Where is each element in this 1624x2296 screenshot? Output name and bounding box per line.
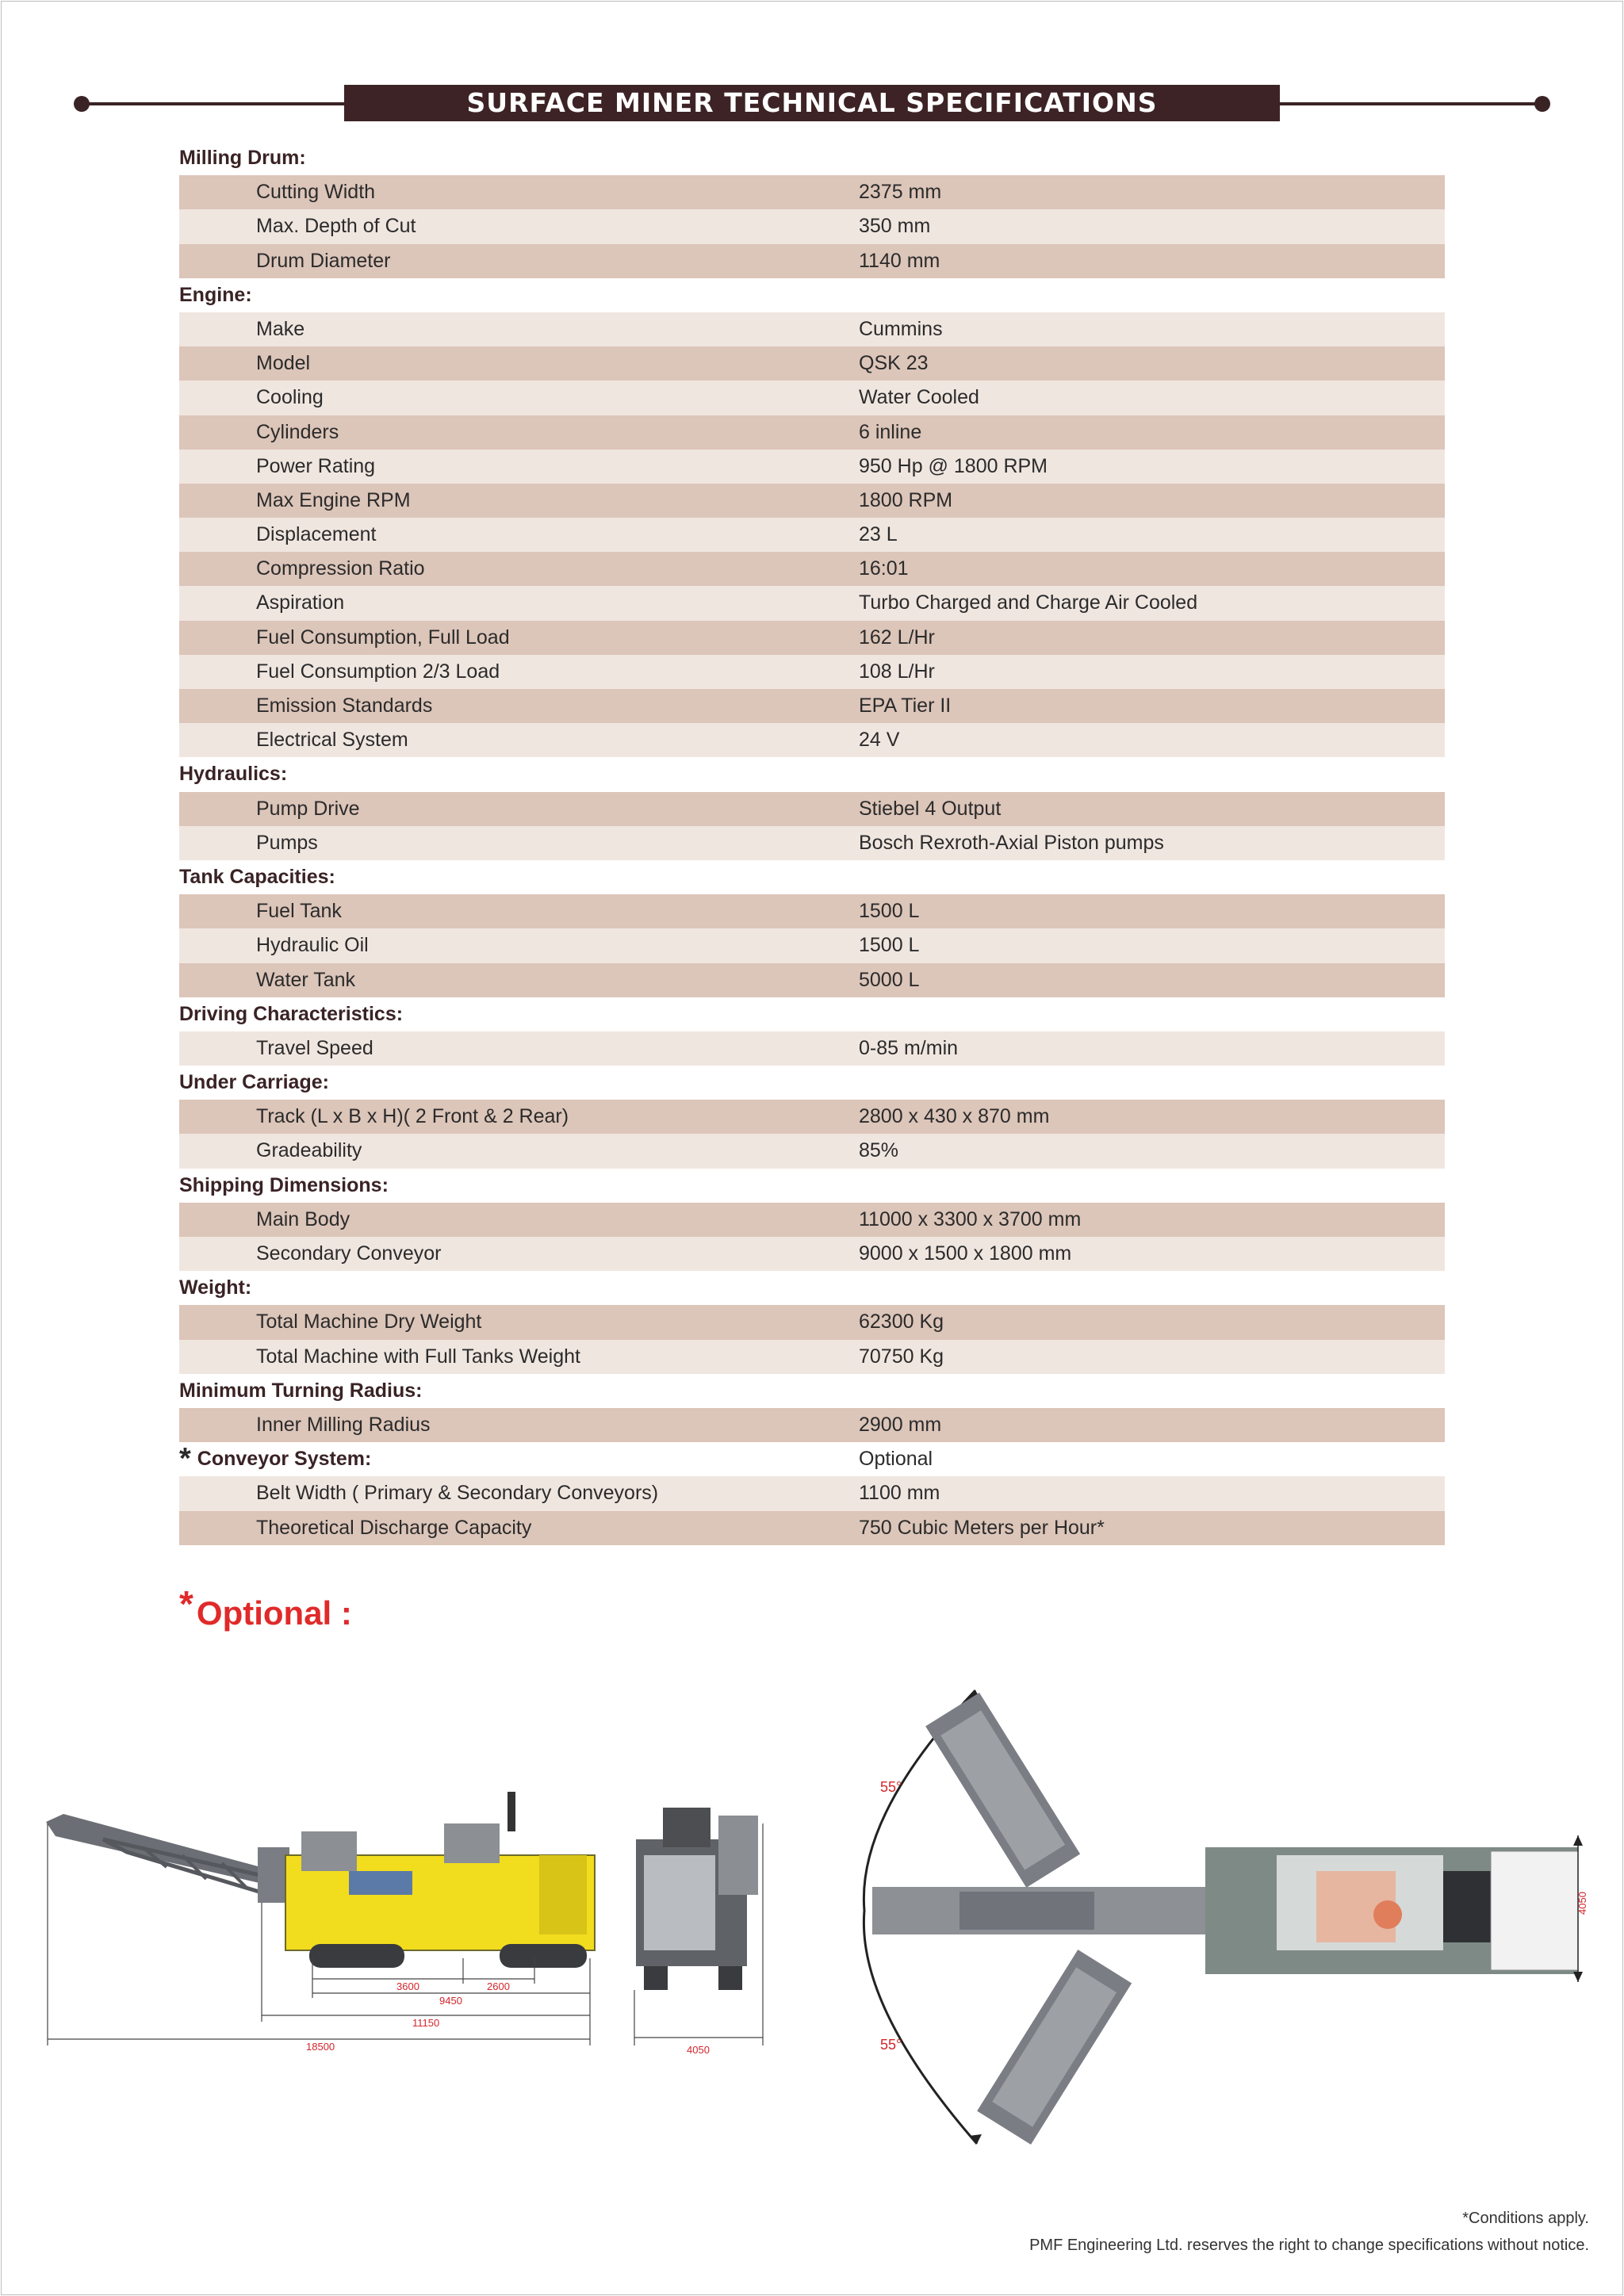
spec-section-heading [179, 757, 1445, 791]
section-heading-text: Conveyor System: [197, 1448, 372, 1471]
spec-section-heading [179, 1066, 1445, 1100]
spec-name: Total Machine Dry Weight [256, 1311, 482, 1334]
top-view-drawing [841, 1673, 1602, 2156]
spec-value: 62300 Kg [859, 1311, 944, 1334]
spec-name: Water Tank [256, 968, 356, 991]
dim-label: 4050 [687, 2044, 710, 2056]
spec-value: EPA Tier II [859, 695, 952, 717]
spec-row [179, 415, 1445, 450]
spec-value: 23 L [859, 523, 898, 546]
spec-name: Cylinders [256, 420, 339, 443]
spec-value: Water Cooled [859, 386, 979, 409]
section-heading-text: Driving Characteristics: [179, 1002, 404, 1025]
spec-name: Pump Drive [256, 797, 360, 820]
spec-value: 2800 x 430 x 870 mm [859, 1105, 1050, 1128]
spec-row [179, 1134, 1445, 1168]
section-label [179, 757, 287, 791]
spec-value: 9000 x 1500 x 1800 mm [859, 1242, 1072, 1265]
spec-row [179, 1031, 1445, 1066]
dim-label: 9450 [439, 1995, 462, 2007]
spec-value: 0-85 m/min [859, 1036, 959, 1059]
section-label [179, 1066, 329, 1100]
spec-row [179, 1305, 1445, 1339]
spec-row [179, 621, 1445, 655]
optional-heading [179, 1582, 352, 1632]
spec-row [179, 518, 1445, 552]
spec-name: Fuel Consumption 2/3 Load [256, 660, 500, 683]
spec-section-heading [179, 1374, 1445, 1408]
spec-value: 350 mm [859, 215, 931, 238]
spec-section-heading [179, 1442, 1445, 1476]
section-heading-text: Weight: [179, 1276, 252, 1299]
section-star: * [179, 1442, 191, 1476]
spec-name: Compression Ratio [256, 557, 425, 580]
spec-row [179, 1340, 1445, 1374]
spec-name: Main Body [256, 1207, 350, 1230]
spec-name: Fuel Tank [256, 900, 342, 923]
spec-row [179, 1237, 1445, 1271]
section-label [179, 1442, 371, 1476]
section-label [179, 1374, 422, 1408]
spec-name: Max Engine RPM [256, 488, 411, 511]
spec-row [179, 723, 1445, 757]
spec-name: Make [256, 317, 305, 340]
spec-section-heading [179, 141, 1445, 175]
section-label [179, 141, 306, 175]
spec-value: 162 L/Hr [859, 626, 935, 649]
spec-row [179, 450, 1445, 484]
conditions-note: *Conditions apply. [1462, 2210, 1589, 2227]
spec-value: QSK 23 [859, 352, 929, 375]
spec-name: Theoretical Discharge Capacity [256, 1516, 532, 1539]
spec-row [179, 586, 1445, 620]
spec-value: 6 inline [859, 420, 922, 443]
section-heading-text: Minimum Turning Radius: [179, 1379, 423, 1402]
dim-label: 11150 [412, 2017, 440, 2029]
section-label [179, 860, 335, 894]
spec-name: Secondary Conveyor [256, 1242, 442, 1265]
spec-name: Track (L x B x H)( 2 Front & 2 Rear) [256, 1105, 569, 1128]
spec-name: Max. Depth of Cut [256, 215, 416, 238]
side-rear-track [500, 1944, 587, 1968]
spec-name: Fuel Consumption, Full Load [256, 626, 510, 649]
section-label [179, 997, 403, 1031]
spec-value: 2900 mm [859, 1413, 942, 1436]
section-label [179, 1271, 251, 1305]
spec-row [179, 1511, 1445, 1545]
spec-name: Travel Speed [256, 1036, 373, 1059]
spec-name: Model [256, 352, 311, 375]
spec-value: Turbo Charged and Charge Air Cooled [859, 591, 1198, 614]
spec-name: Drum Diameter [256, 249, 391, 272]
spec-section-heading [179, 1169, 1445, 1203]
spec-value: Stiebel 4 Output [859, 797, 1002, 820]
spec-value: 1500 L [859, 934, 920, 957]
spec-name: Cooling [256, 386, 324, 409]
spec-row [179, 792, 1445, 826]
spec-row [179, 894, 1445, 928]
dim-label: 2600 [487, 1980, 510, 1992]
section-heading-value: Optional [859, 1448, 933, 1471]
spec-row [179, 928, 1445, 962]
spec-name: Inner Milling Radius [256, 1413, 431, 1436]
title-rule-dot-right [1534, 96, 1550, 112]
spec-value: 24 V [859, 729, 900, 752]
spec-row [179, 963, 1445, 997]
section-heading-text: Tank Capacities: [179, 865, 335, 888]
spec-name: Emission Standards [256, 695, 433, 717]
spec-row [179, 244, 1445, 278]
spec-name: Aspiration [256, 591, 345, 614]
spec-value: 70750 Kg [859, 1345, 944, 1368]
spec-name: Belt Width ( Primary & Secondary Conveyors) [256, 1482, 659, 1505]
spec-value: 1500 L [859, 900, 920, 923]
spec-name: Gradeability [256, 1139, 362, 1162]
spec-row [179, 381, 1445, 415]
spec-value: 1100 mm [859, 1482, 940, 1505]
spec-value: 2375 mm [859, 181, 942, 204]
spec-name: Displacement [256, 523, 377, 546]
disclaimer-note: PMF Engineering Ltd. reserves the right to change specifications without notice. [1029, 2237, 1589, 2254]
swing-angle-upper: 55° [880, 1779, 902, 1795]
optional-label: Optional : [196, 1594, 352, 1632]
spec-value: 750 Cubic Meters per Hour* [859, 1516, 1105, 1539]
spec-value: 11000 x 3300 x 3700 mm [859, 1207, 1082, 1230]
spec-row [179, 1476, 1445, 1510]
spec-value: 950 Hp @ 1800 RPM [859, 454, 1048, 477]
section-label [179, 1169, 389, 1203]
spec-section-heading [179, 278, 1445, 312]
title-rule-dot-left [74, 96, 90, 112]
side-front-track [309, 1944, 404, 1968]
spec-value: Bosch Rexroth-Axial Piston pumps [859, 831, 1164, 854]
spec-row [179, 1408, 1445, 1442]
spec-name: Pumps [256, 831, 318, 854]
spec-row [179, 209, 1445, 243]
spec-name: Hydraulic Oil [256, 934, 369, 957]
section-heading-text: Hydraulics: [179, 763, 288, 786]
spec-name: Power Rating [256, 454, 376, 477]
dim-label: 4050 [1576, 1892, 1588, 1915]
dim-label: 18500 [306, 2041, 335, 2053]
optional-star: * [179, 1583, 193, 1624]
spec-value: 1800 RPM [859, 488, 953, 511]
spec-section-heading [179, 860, 1445, 894]
spec-row [179, 175, 1445, 209]
side-conveyor-boom [46, 1814, 270, 1885]
spec-value: 5000 L [859, 968, 920, 991]
spec-name: Cutting Width [256, 181, 376, 204]
spec-name: Electrical System [256, 729, 408, 752]
section-heading-text: Milling Drum: [179, 147, 306, 169]
spec-row [179, 312, 1445, 346]
section-heading-text: Under Carriage: [179, 1071, 329, 1094]
spec-row [179, 689, 1445, 723]
front-view-drawing [631, 1792, 774, 2061]
spec-value: 108 L/Hr [859, 660, 935, 683]
spec-value: 16:01 [859, 557, 909, 580]
section-label [179, 278, 252, 312]
spec-value: 1140 mm [859, 249, 940, 272]
spec-name: Total Machine with Full Tanks Weight [256, 1345, 580, 1368]
spec-section-heading [179, 1271, 1445, 1305]
page-title: SURFACE MINER TECHNICAL SPECIFICATIONS [344, 85, 1280, 121]
title-rule-right [1278, 102, 1545, 105]
swing-angle-lower: 55° [880, 2037, 902, 2053]
conveyor-swung-up [925, 1693, 1080, 1888]
spec-value: 85% [859, 1139, 899, 1162]
section-heading-text: Engine: [179, 283, 252, 306]
spec-value: Cummins [859, 317, 943, 340]
spec-row [179, 1100, 1445, 1134]
spec-table [179, 141, 1445, 1545]
spec-row [179, 346, 1445, 381]
section-heading-text: Shipping Dimensions: [179, 1173, 389, 1196]
spec-row [179, 826, 1445, 860]
spec-row [179, 552, 1445, 586]
spec-row [179, 655, 1445, 689]
spec-section-heading [179, 997, 1445, 1031]
spec-row [179, 1203, 1445, 1237]
dim-label: 3600 [396, 1980, 419, 1992]
spec-row [179, 484, 1445, 518]
title-rule-left [81, 102, 346, 105]
conveyor-swung-down [977, 1950, 1132, 2145]
